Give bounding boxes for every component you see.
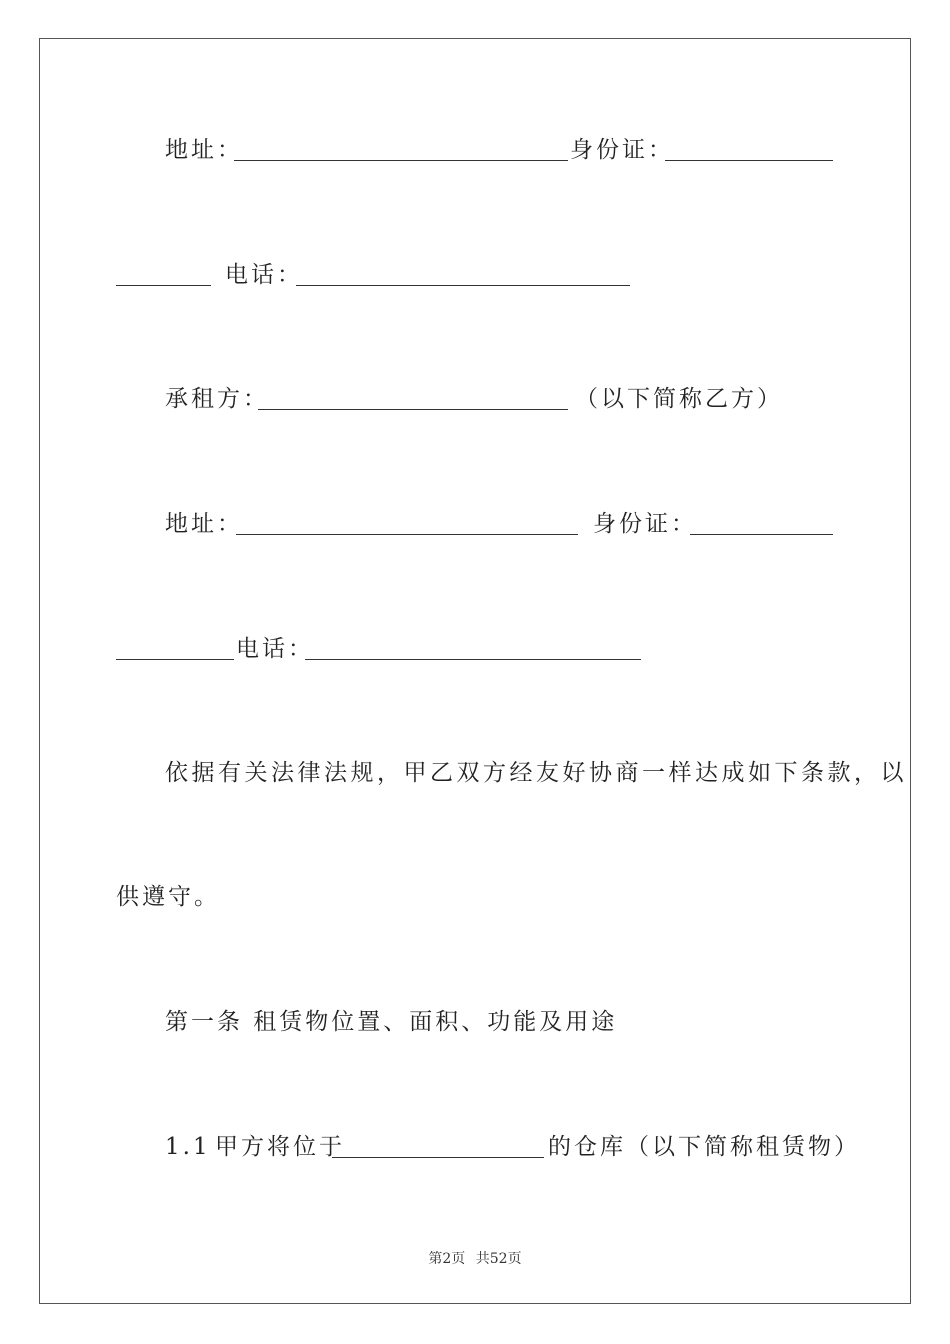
warehouse-location-blank[interactable] (332, 1157, 544, 1158)
page-number: 第2页 (428, 1251, 466, 1267)
page-footer (0, 1248, 950, 1268)
phone-blank-lessor[interactable] (296, 285, 630, 286)
lessee-blank[interactable] (258, 409, 568, 410)
page-border (39, 38, 911, 1304)
id-blank-lessor[interactable] (665, 160, 833, 161)
id-blank-lessee-cont[interactable] (116, 659, 234, 660)
address-blank-lessee[interactable] (236, 534, 578, 535)
id-label-lessee: 身份证： (593, 511, 697, 537)
phone-blank-lessee[interactable] (305, 659, 641, 660)
article-1-heading: 第一条 租赁物位置、面积、功能及用途 (165, 1009, 618, 1035)
id-blank-lessor-cont[interactable] (116, 285, 211, 286)
clause-1-1-number: 1.1 (165, 1134, 211, 1160)
lessee-note: （以下简称乙方） (575, 386, 783, 412)
id-label-lessor: 身份证： (570, 137, 674, 163)
address-label-lessee: 地址： (165, 511, 243, 537)
phone-label-lessor: 电话： (225, 262, 303, 288)
page-total: 共52页 (475, 1251, 522, 1267)
agreement-paragraph-line1: 依据有关法律法规，甲乙双方经友好协商一样达成如下条款，以 (165, 760, 907, 786)
clause-1-1-text-a: 甲方将位于 (215, 1134, 345, 1160)
agreement-paragraph-line2: 供遵守。 (116, 884, 220, 910)
clause-1-1-text-b: 的仓库（以下简称租赁物） (548, 1134, 860, 1160)
id-blank-lessee[interactable] (690, 534, 833, 535)
phone-label-lessee: 电话： (236, 636, 314, 662)
address-blank-lessor[interactable] (234, 160, 568, 161)
lessee-label: 承租方： (165, 386, 269, 412)
address-label-lessor: 地址： (165, 137, 243, 163)
